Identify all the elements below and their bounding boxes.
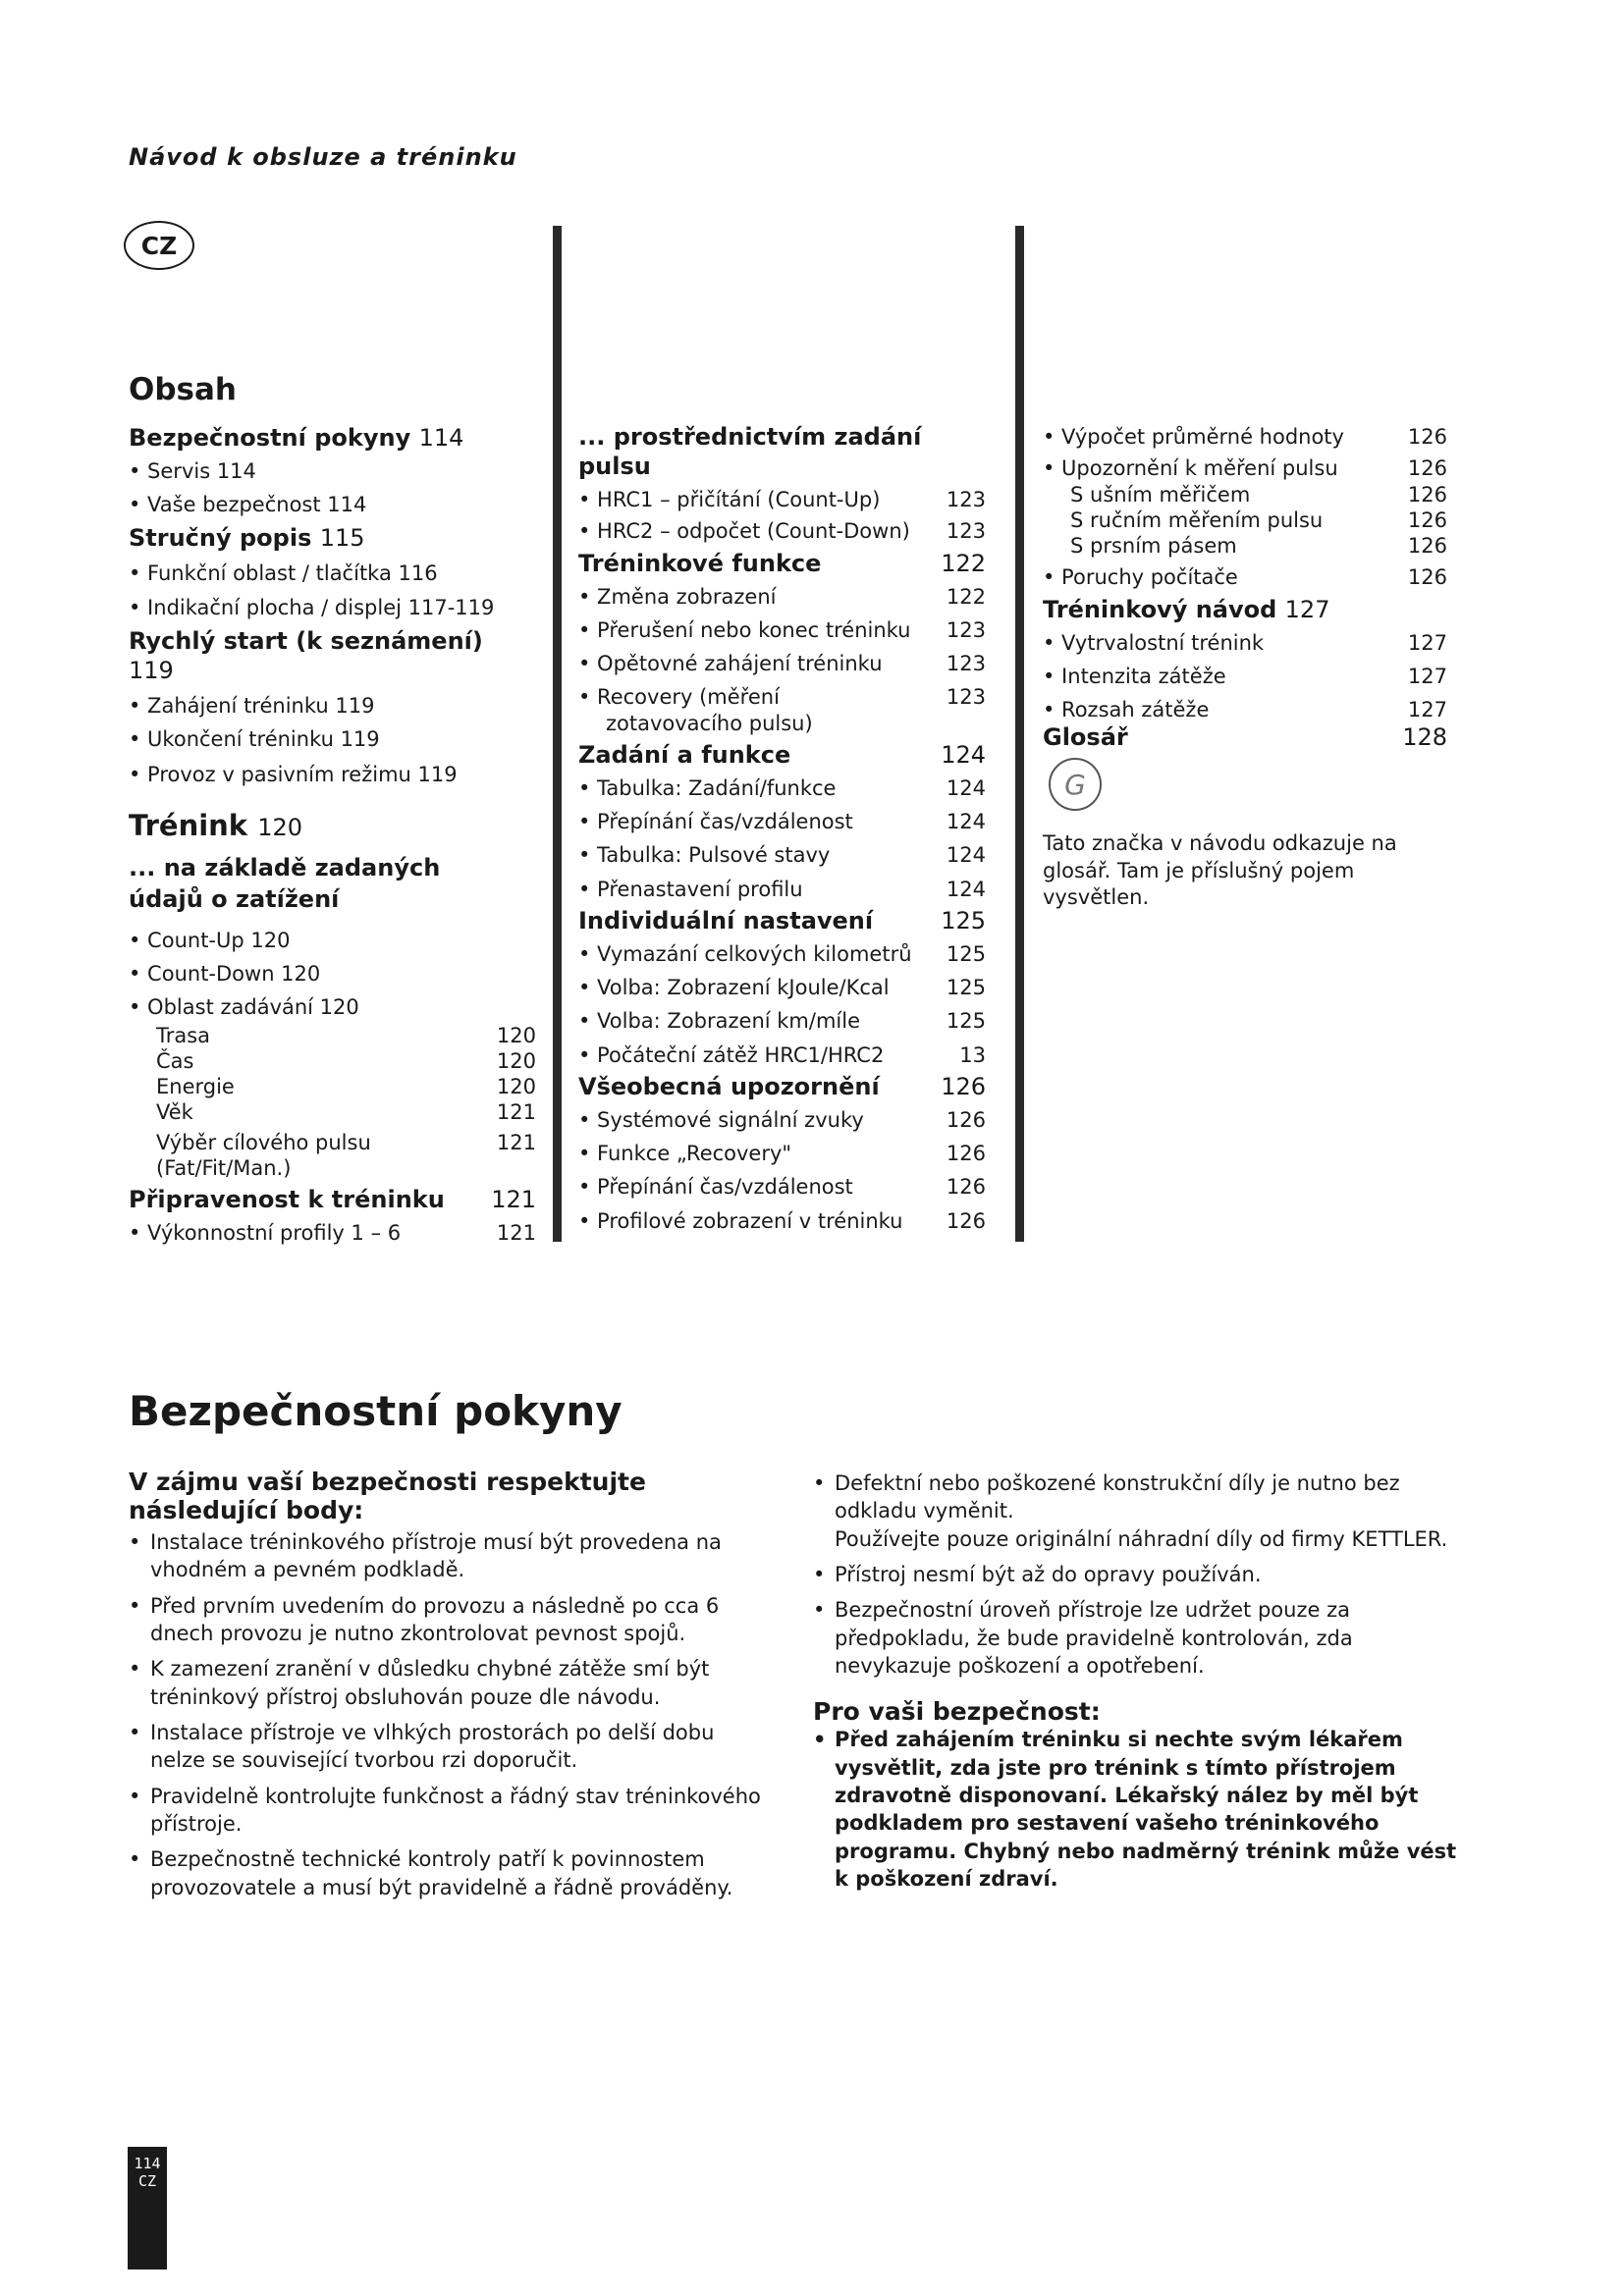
toc-row[interactable] bbox=[578, 1008, 986, 1034]
toc-row-page: 123 bbox=[946, 685, 986, 710]
toc-row-label: (Fat/Fit/Man.) bbox=[156, 1155, 292, 1180]
toc-row-label: • Změna zobrazení bbox=[578, 584, 777, 609]
toc-row-page: 124 bbox=[946, 877, 986, 901]
toc-column-2 bbox=[578, 422, 986, 1234]
toc-row[interactable] bbox=[1043, 564, 1447, 590]
toc-section-title: Trénink bbox=[129, 808, 248, 842]
toc-row[interactable] bbox=[578, 842, 986, 868]
list-item-extra: Používejte pouze originální náhradní díly od firmy KETTLER. bbox=[835, 1526, 1448, 1551]
toc-section-title: Tréninkové funkce bbox=[578, 549, 822, 577]
toc-section-page: 126 bbox=[941, 1072, 986, 1100]
list-item bbox=[129, 1783, 767, 1839]
list-item-text: Instalace přístroje ve vlhkých prostorách po delší dobu nelze se související tvorbou rzi doporučit. bbox=[150, 1721, 715, 1773]
toc-section-title: Stručný popis bbox=[129, 524, 312, 553]
toc-item[interactable]: • Zahájení tréninku 119 bbox=[129, 693, 375, 718]
toc-item[interactable]: • Ukončení tréninku 119 bbox=[129, 727, 380, 751]
toc-section-page: 124 bbox=[941, 740, 986, 769]
toc-row[interactable] bbox=[1043, 482, 1447, 507]
list-item-text: Instalace tréninkového přístroje musí být provedena na vhodném a pevném podkladě. bbox=[150, 1530, 722, 1582]
toc-row-page: 121 bbox=[496, 1221, 536, 1245]
bullet-icon: • bbox=[813, 1471, 826, 1495]
page-number: 114 bbox=[134, 2155, 161, 2172]
toc-row[interactable] bbox=[129, 1155, 536, 1181]
toc-row-page: 127 bbox=[1407, 698, 1447, 721]
toc-section-quickstart[interactable] bbox=[129, 626, 536, 685]
toc-row[interactable] bbox=[578, 941, 986, 967]
toc-section-individual-settings[interactable] bbox=[578, 906, 986, 935]
toc-section-title: Bezpečnostní pokyny bbox=[129, 423, 411, 452]
toc-column-3 bbox=[1043, 424, 1447, 911]
toc-row-label: • Výkonnostní profily 1 – 6 bbox=[129, 1221, 402, 1245]
toc-row[interactable] bbox=[578, 1042, 986, 1068]
toc-row-label: • Poruchy počítače bbox=[1043, 565, 1238, 590]
toc-row[interactable] bbox=[129, 1130, 536, 1155]
toc-item[interactable]: • Indikační plocha / displej 117-119 bbox=[129, 595, 495, 619]
toc-section-input-functions[interactable] bbox=[578, 740, 986, 770]
bullet-icon: • bbox=[129, 1530, 141, 1554]
pro-safety-text: Před zahájením tréninku si nechte svým lékařem vysvětlit, zda jste pro trénink s tímto přístrojem zdravotně disponovaní. Lékařský nález by měl být podkladem pro sestavení vašeho tréninkového programu. Chybný nebo nadměrný trénink může vést k poškození zdraví. bbox=[835, 1728, 1457, 1892]
toc-row-page: 125 bbox=[946, 976, 986, 999]
toc-subsection-title[interactable]: ... na základě zadaných bbox=[129, 853, 441, 881]
toc-row-page: 123 bbox=[946, 488, 986, 511]
toc-row-page: 123 bbox=[946, 617, 986, 642]
toc-row[interactable] bbox=[1043, 455, 1447, 481]
toc-subsection-title[interactable]: údajů o zatížení bbox=[129, 884, 340, 913]
toc-row-page: 124 bbox=[946, 810, 986, 833]
toc-row[interactable] bbox=[578, 651, 986, 676]
toc-row[interactable] bbox=[578, 617, 986, 643]
toc-section-page: 119 bbox=[129, 656, 174, 684]
toc-section-pulse-input[interactable]: ... prostřednictvím zadání pulsu bbox=[578, 423, 922, 480]
toc-section-glossary[interactable] bbox=[1043, 722, 1447, 752]
toc-section-training[interactable] bbox=[129, 808, 536, 843]
toc-row-label: • Funkce „Recovery" bbox=[578, 1142, 792, 1165]
toc-section-readiness[interactable] bbox=[129, 1185, 536, 1214]
toc-section-page: 115 bbox=[319, 524, 365, 553]
toc-row-page: 126 bbox=[1407, 456, 1447, 481]
toc-row[interactable] bbox=[578, 487, 986, 512]
toc-section-general-notes[interactable] bbox=[578, 1072, 986, 1101]
toc-row-page: 124 bbox=[946, 775, 986, 800]
toc-heading: Obsah bbox=[129, 372, 237, 407]
toc-row[interactable] bbox=[1043, 507, 1447, 533]
toc-row-page: 120 bbox=[496, 1075, 536, 1098]
list-item-text: Přístroj nesmí být až do opravy používán. bbox=[835, 1563, 1262, 1587]
toc-row-page: 122 bbox=[946, 584, 986, 609]
toc-section-title: Tréninkový návod bbox=[1043, 595, 1277, 623]
list-item-text: K zamezení zranění v důsledku chybné zátěže smí být tréninkový přístroj obsluhován pouze dle návodu. bbox=[150, 1657, 710, 1709]
page-language: CZ bbox=[137, 2172, 157, 2190]
toc-row-label: • Volba: Zobrazení km/míle bbox=[578, 1009, 860, 1034]
toc-section-title: Všeobecná upozornění bbox=[578, 1072, 880, 1100]
toc-section-title: Rychlý start (k seznámení) bbox=[129, 626, 483, 655]
toc-row-label: • Systémové signální zvuky bbox=[578, 1107, 864, 1132]
toc-row-page: 126 bbox=[946, 1175, 986, 1200]
toc-row-label: • Vymazání celkových kilometrů bbox=[578, 941, 912, 966]
toc-section-page: 121 bbox=[491, 1186, 536, 1213]
toc-row-page: 13 bbox=[959, 1042, 986, 1067]
bullet-icon: • bbox=[129, 1593, 141, 1618]
toc-row-label: Věk bbox=[156, 1100, 193, 1125]
bullet-icon: • bbox=[813, 1728, 827, 1752]
glossary-icon: G bbox=[1049, 758, 1102, 811]
toc-row[interactable] bbox=[578, 809, 986, 834]
toc-item[interactable]: • Count-Up 120 bbox=[129, 928, 291, 952]
toc-row[interactable] bbox=[578, 711, 986, 736]
toc-row[interactable] bbox=[578, 1208, 986, 1234]
toc-row-label: • HRC2 – odpočet (Count-Down) bbox=[578, 519, 910, 544]
list-item-text: Bezpečnostní úroveň přístroje lze udržet pouze za předpokladu, že bude pravidelně kontrolován, zda nevykazuje poškození a opotřebení. bbox=[835, 1598, 1353, 1679]
column-divider-2 bbox=[1015, 226, 1024, 1242]
toc-row-page: 126 bbox=[1407, 482, 1447, 507]
toc-row-label: Energie bbox=[156, 1075, 235, 1098]
toc-row-label: • Profilové zobrazení v tréninku bbox=[578, 1208, 903, 1233]
toc-section-safety[interactable] bbox=[129, 423, 536, 453]
toc-row-label: • Počáteční zátěž HRC1/HRC2 bbox=[578, 1042, 885, 1067]
toc-section-title: Individuální nastavení bbox=[578, 906, 874, 934]
toc-section-page: 125 bbox=[941, 906, 986, 934]
list-item bbox=[129, 1719, 767, 1775]
page-header-title: Návod k obsluze a tréninku bbox=[129, 143, 517, 171]
toc-item[interactable]: • Vaše bezpečnost 114 bbox=[129, 493, 367, 516]
toc-row[interactable] bbox=[129, 1074, 536, 1099]
list-item bbox=[129, 1845, 767, 1901]
toc-item[interactable]: • Count-Down 120 bbox=[129, 962, 321, 986]
toc-item[interactable]: • Funkční oblast / tlačítka 116 bbox=[129, 561, 438, 586]
toc-row-label: • Intenzita zátěže bbox=[1043, 664, 1226, 688]
toc-row[interactable] bbox=[1043, 697, 1447, 722]
toc-row-label: • Výpočet průměrné hodnoty bbox=[1043, 425, 1344, 449]
toc-row-page: 126 bbox=[1407, 425, 1447, 449]
toc-row-label: • Přenastavení profilu bbox=[578, 877, 803, 901]
toc-row-page: 120 bbox=[496, 1048, 536, 1073]
toc-row-label: zotavovacího pulsu) bbox=[606, 711, 813, 735]
list-item-text: Bezpečnostně technické kontroly patří k povinnostem provozovatele a musí být pravidelně a řádně prováděny. bbox=[150, 1847, 733, 1899]
toc-row-page: 127 bbox=[1407, 664, 1447, 688]
toc-row[interactable] bbox=[1043, 630, 1447, 656]
bullet-icon: • bbox=[129, 1657, 141, 1682]
toc-item[interactable]: • Oblast zadávání 120 bbox=[129, 995, 359, 1020]
glossary-note-line: glosář. Tam je příslušný pojem vysvětlen. bbox=[1043, 858, 1355, 909]
toc-row-label: Trasa bbox=[156, 1023, 211, 1047]
toc-row-page: 125 bbox=[946, 1009, 986, 1034]
toc-row[interactable] bbox=[578, 1107, 986, 1133]
bullet-icon: • bbox=[129, 1847, 141, 1872]
column-divider-1 bbox=[553, 226, 562, 1242]
toc-section-training-functions[interactable] bbox=[578, 549, 986, 578]
safety-left-column bbox=[129, 1468, 767, 1909]
toc-row-page: 126 bbox=[946, 1107, 986, 1132]
toc-row[interactable] bbox=[1043, 664, 1447, 689]
list-item-text: Pravidelně kontrolujte funkčnost a řádný stav tréninkového přístroje. bbox=[150, 1784, 761, 1837]
toc-row-page: 125 bbox=[946, 941, 986, 966]
toc-row[interactable] bbox=[129, 1099, 536, 1125]
toc-row-label: • Přepínání čas/vzdálenost bbox=[578, 1175, 853, 1200]
toc-row-page: 127 bbox=[1407, 630, 1447, 655]
bullet-icon: • bbox=[813, 1598, 826, 1623]
toc-row[interactable] bbox=[578, 877, 986, 902]
toc-row-label: Čas bbox=[156, 1048, 194, 1073]
toc-section-page: 114 bbox=[418, 423, 464, 452]
toc-row-page: 126 bbox=[1407, 534, 1447, 558]
toc-row-page: 123 bbox=[946, 652, 986, 675]
glossary-note bbox=[1043, 830, 1447, 911]
toc-row-label: • Přerušení nebo konec tréninku bbox=[578, 617, 911, 642]
toc-row-label: • Tabulka: Pulsové stavy bbox=[578, 843, 831, 868]
toc-row[interactable] bbox=[578, 684, 986, 710]
toc-row-label: • Vytrvalostní trénink bbox=[1043, 630, 1265, 655]
pro-safety-note bbox=[813, 1726, 1461, 1893]
toc-row-label: • Tabulka: Zadání/funkce bbox=[578, 775, 837, 800]
glossary-note-line: Tato značka v návodu odkazuje na bbox=[1043, 831, 1397, 856]
toc-item[interactable]: • Servis 114 bbox=[129, 458, 256, 483]
list-item bbox=[129, 1655, 767, 1711]
list-item bbox=[129, 1592, 767, 1648]
toc-row-label: S prsním pásem bbox=[1070, 534, 1237, 558]
toc-row-label: • Volba: Zobrazení kJoule/Kcal bbox=[578, 976, 890, 999]
list-item-text: Před prvním uvedením do provozu a následně po cca 6 dnech provozu je nutno zkontrolovat pevnost spojů. bbox=[150, 1593, 720, 1646]
toc-column-1 bbox=[129, 371, 536, 1246]
toc-row[interactable] bbox=[578, 518, 986, 544]
toc-row-page: 126 bbox=[946, 1142, 986, 1165]
pro-safety-heading: Pro vaši bezpečnost: bbox=[813, 1697, 1101, 1727]
list-item bbox=[813, 1561, 1461, 1588]
list-item bbox=[813, 1596, 1461, 1680]
toc-row[interactable] bbox=[578, 775, 986, 801]
toc-row[interactable] bbox=[578, 1174, 986, 1200]
toc-row-label: • Rozsah zátěže bbox=[1043, 698, 1210, 721]
toc-row-label: • Upozornění k měření pulsu bbox=[1043, 456, 1338, 481]
toc-row-page: 121 bbox=[496, 1100, 536, 1125]
toc-section-title: Glosář bbox=[1043, 723, 1128, 752]
safety-heading: Bezpečnostní pokyny bbox=[129, 1387, 623, 1435]
toc-section-page: 120 bbox=[257, 813, 303, 841]
toc-row-label: S ručním měřením pulsu bbox=[1070, 507, 1324, 532]
toc-row[interactable] bbox=[1043, 424, 1447, 450]
toc-row-page: 120 bbox=[496, 1023, 536, 1047]
language-badge: CZ bbox=[124, 221, 194, 270]
toc-row[interactable] bbox=[578, 1141, 986, 1166]
toc-section-page: 127 bbox=[1284, 595, 1330, 623]
list-item bbox=[813, 1469, 1461, 1553]
bullet-icon: • bbox=[813, 1563, 826, 1587]
toc-row-page: 124 bbox=[946, 843, 986, 868]
page-number-tab bbox=[128, 2147, 167, 2269]
toc-row[interactable] bbox=[1043, 533, 1447, 559]
toc-row-label: • HRC1 – přičítání (Count-Up) bbox=[578, 488, 881, 511]
toc-row-page: 121 bbox=[496, 1130, 536, 1154]
safety-right-column bbox=[813, 1469, 1461, 1900]
toc-row-label: • Opětovné zahájení tréninku bbox=[578, 652, 883, 675]
toc-section-overview[interactable] bbox=[129, 523, 536, 553]
bullet-icon: • bbox=[129, 1721, 141, 1745]
toc-row[interactable] bbox=[129, 1023, 536, 1048]
toc-section-title: Zadání a funkce bbox=[578, 740, 791, 769]
toc-row[interactable] bbox=[129, 1048, 536, 1074]
toc-row-label: • Recovery (měření bbox=[578, 685, 780, 710]
toc-row-page: 123 bbox=[946, 519, 986, 544]
toc-section-page: 128 bbox=[1402, 723, 1447, 752]
toc-section-page: 122 bbox=[941, 549, 986, 577]
toc-row-label: • Přepínání čas/vzdálenost bbox=[578, 810, 853, 833]
toc-section-training-guide[interactable] bbox=[1043, 595, 1447, 624]
bullet-icon: • bbox=[129, 1784, 141, 1808]
toc-row-page: 126 bbox=[1407, 507, 1447, 532]
list-item bbox=[129, 1528, 767, 1584]
list-item-text: Defektní nebo poškozené konstrukční díly je nutno bez odkladu vyměnit. bbox=[835, 1471, 1400, 1523]
toc-row[interactable] bbox=[578, 975, 986, 1000]
toc-row-label: Výběr cílového pulsu bbox=[156, 1130, 371, 1154]
safety-left-heading: V zájmu vaší bezpečnosti respektujte následující body: bbox=[129, 1468, 646, 1524]
toc-row[interactable] bbox=[129, 1220, 536, 1246]
toc-row-page: 126 bbox=[1407, 565, 1447, 590]
toc-row-label: S ušním měřičem bbox=[1070, 482, 1251, 507]
toc-row[interactable] bbox=[578, 584, 986, 610]
toc-item[interactable]: • Provoz v pasivním režimu 119 bbox=[129, 763, 458, 787]
toc-section-title: Připravenost k tréninku bbox=[129, 1186, 445, 1213]
toc-row-page: 126 bbox=[946, 1208, 986, 1233]
